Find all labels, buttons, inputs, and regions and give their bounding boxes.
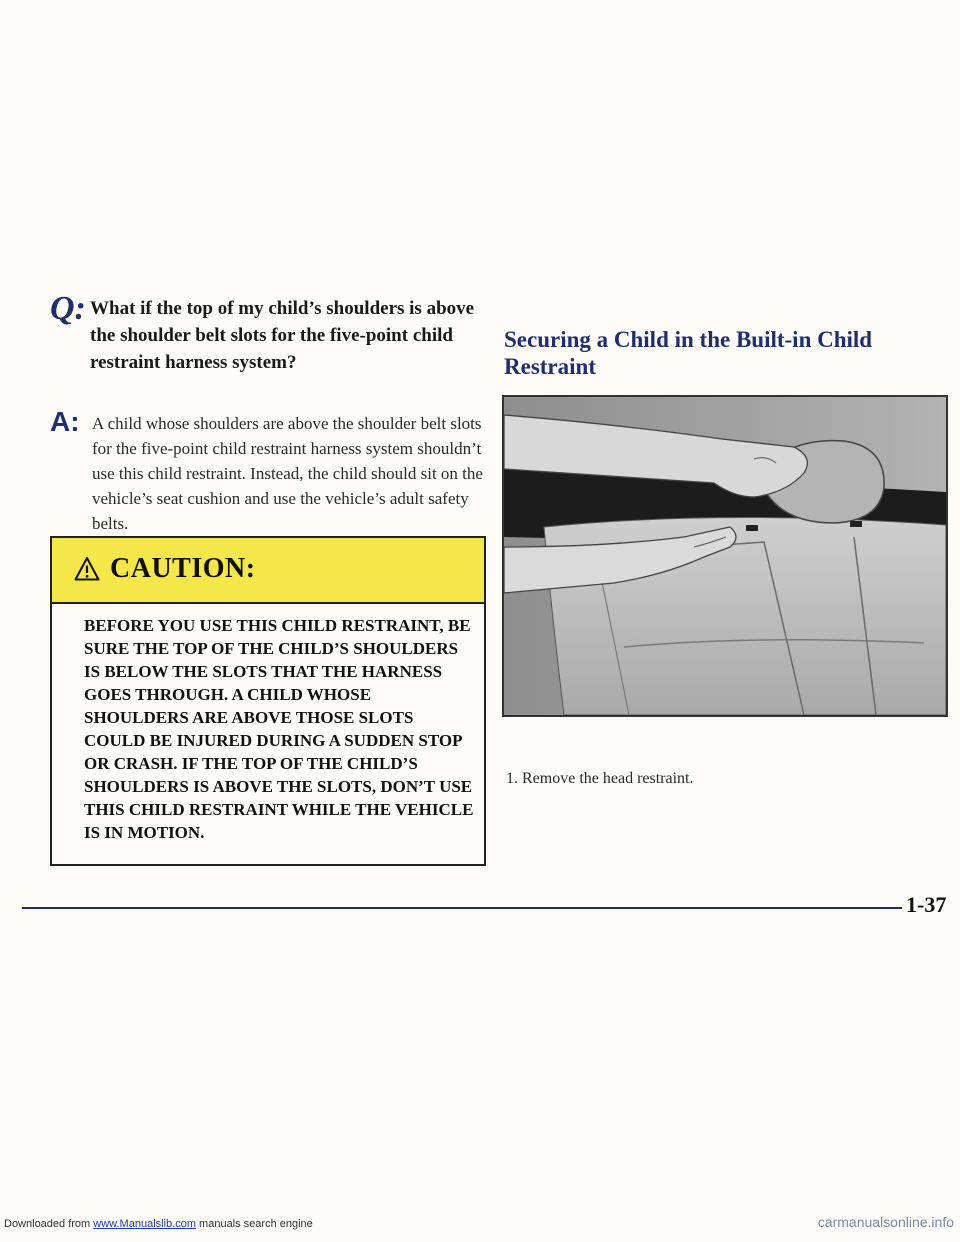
watermark-text: carmanualsonline.info (817, 1214, 954, 1230)
question-label: Q: (50, 290, 86, 327)
caution-text: BEFORE YOU USE THIS CHILD RESTRAINT, BE SURE THE TOP OF THE CHILD’S SHOULDERS IS BELOW THE SLOTS THAT THE HARNESS GOES THROUGH. A CHILD WHOSE SHOULDERS ARE ABOVE THOSE SLOTS COULD BE INJURED DURING A SUDDEN STOP OR CRASH. IF THE TOP OF THE CHILD’S SHOULDERS IS ABOVE THE SLOTS, DON’T USE THIS CHILD RESTRAINT WHILE THE VEHICLE IS IN MOTION. (84, 616, 474, 842)
banner-suffix: manuals search engine (199, 1218, 313, 1230)
manualslib-link[interactable]: www.Manualslib.com (93, 1218, 196, 1230)
head-restraint-illustration (502, 395, 948, 717)
illustration-drawing (504, 397, 946, 715)
page-number: 1-37 (906, 892, 947, 917)
answer-label: A: (50, 406, 80, 437)
download-banner (0, 1218, 960, 1230)
section-title: Securing a Child in the Built-in Child Restraint (504, 327, 873, 379)
caution-title: CAUTION: (110, 553, 256, 584)
banner-prefix: Downloaded from (4, 1218, 91, 1230)
caution-box (50, 536, 486, 866)
footer-rule (22, 907, 902, 909)
answer-text: A child whose shoulders are above the shoulder belt slots for the five-point child restraint harness system shouldn’t use this child restraint. Instead, the child should sit on the vehicle’s seat cushion and use the vehicle’s adult safety belts. (92, 414, 483, 533)
step-1-text: 1. Remove the head restraint. (506, 770, 694, 787)
caution-header (52, 538, 484, 604)
question-text: What if the top of my child’s shoulders is above the shoulder belt slots for the five-point child restraint harness system? (90, 298, 475, 373)
warning-triangle-icon (74, 556, 100, 582)
